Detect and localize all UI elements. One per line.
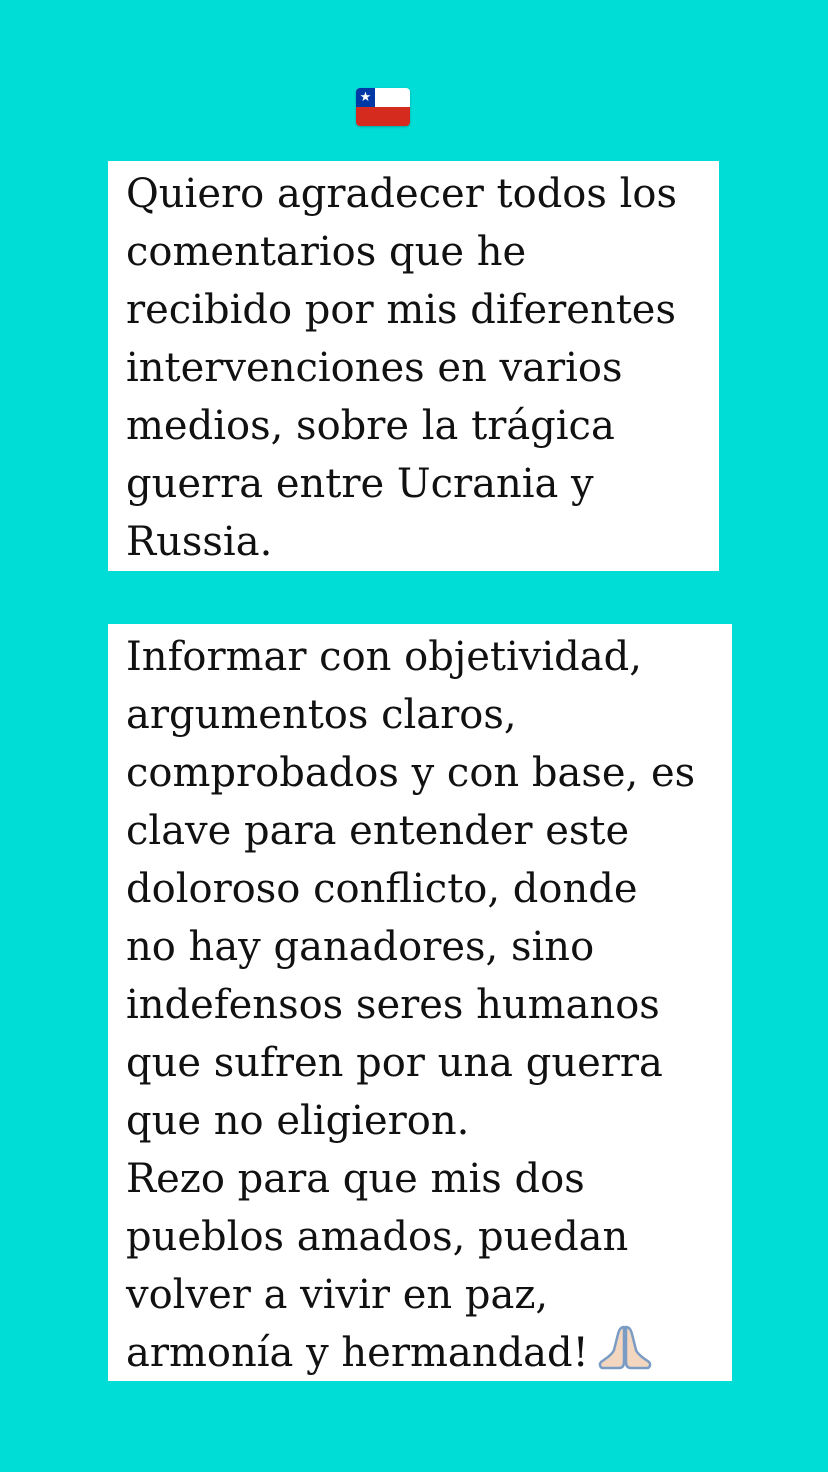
text-block-message <box>108 624 732 1381</box>
text-line: argumentos claros, <box>126 692 517 738</box>
text-line: clave para entender este <box>126 808 630 854</box>
text-line: comprobados y con base, es <box>126 750 696 796</box>
text-line: que no eligieron. <box>126 1098 470 1144</box>
text-line-last <box>126 1324 724 1382</box>
text-line: comentarios que he <box>126 229 527 275</box>
text-line: Informar con objetividad, <box>126 634 642 680</box>
text-line: guerra entre Ucrania y <box>126 461 594 507</box>
text-block-thanks <box>108 161 719 571</box>
text-line: no hay ganadores, sino <box>126 924 595 970</box>
text-line: que sufren por una guerra <box>126 1040 663 1086</box>
text-line: pueblos amados, puedan <box>126 1214 629 1260</box>
text-line: doloroso conflicto, donde <box>126 866 638 912</box>
text-line: volver a vivir en paz, <box>126 1272 549 1318</box>
text-line: Rezo para que mis dos <box>126 1156 585 1202</box>
text-line: Quiero agradecer todos los <box>126 171 678 217</box>
text-line: indefensos seres humanos <box>126 982 660 1028</box>
chile-flag-icon: ★ <box>356 88 410 126</box>
text-line: intervenciones en varios <box>126 345 623 391</box>
text-line: recibido por mis diferentes <box>126 287 676 333</box>
text-line: Russia. <box>126 519 273 565</box>
text-line: medios, sobre la trágica <box>126 403 615 449</box>
text-line-last-text: armonía y hermandad! <box>126 1330 589 1376</box>
praying-hands-icon <box>597 1324 653 1372</box>
